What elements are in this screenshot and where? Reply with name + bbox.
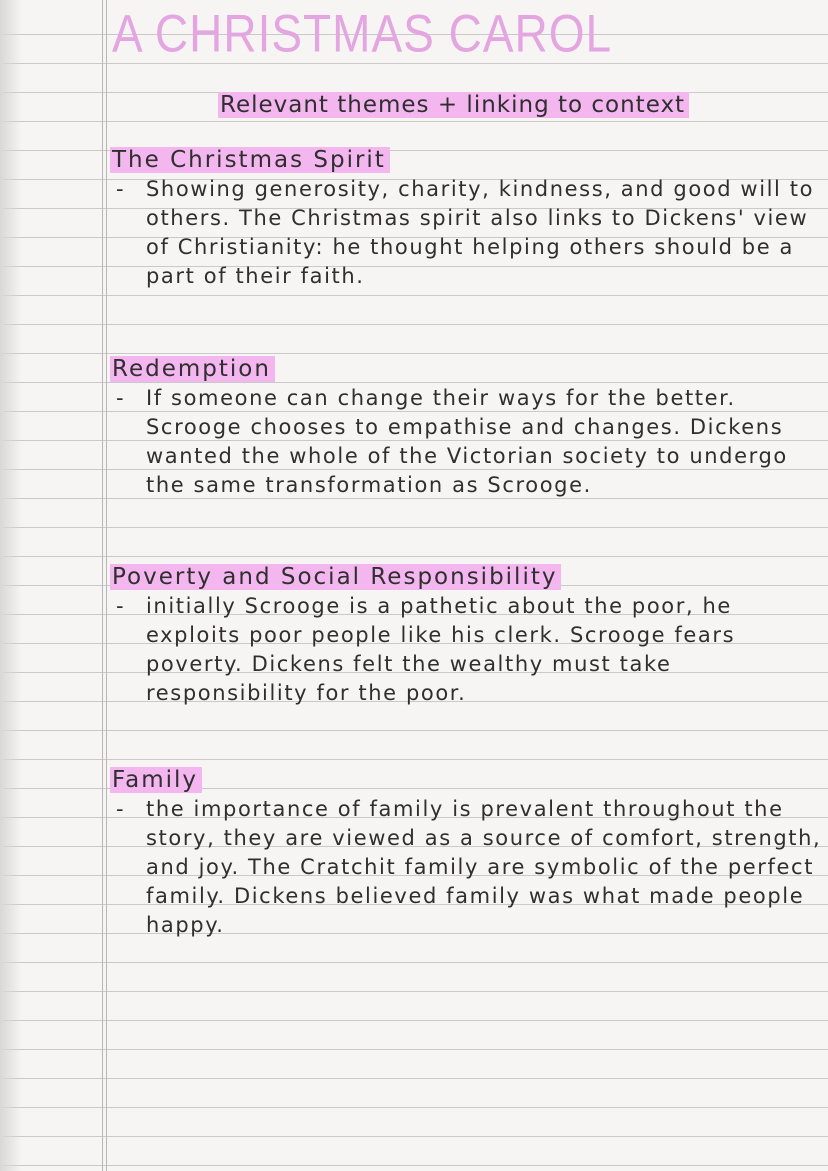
theme-body-text: initially Scrooge is a pathetic about the poor, he exploits poor people like his clerk. Scrooge fears poverty. Dickens felt the wealthy must take responsibility for the poor. (146, 594, 736, 705)
theme-body (110, 592, 822, 708)
theme-body (110, 795, 822, 940)
bullet-dash: - (116, 797, 126, 821)
theme-heading-text: Poverty and Social Responsibility (110, 564, 561, 590)
theme-heading-text: The Christmas Spirit (110, 147, 390, 173)
theme-body-text: the importance of family is prevalent throughout the story, they are viewed as a source of comfort, strength, and joy. The Cratchit family are symbolic of the perfect family. Dickens believed family was what made people happy. (146, 797, 822, 937)
theme-body (110, 384, 822, 500)
theme-christmas-spirit (110, 146, 822, 291)
theme-redemption (110, 355, 822, 500)
subtitle-text: Relevant themes + linking to context (218, 92, 689, 118)
page-edge-shadow (0, 0, 22, 1171)
margin-line (102, 0, 103, 1171)
theme-body (110, 175, 822, 291)
theme-poverty-social-responsibility (110, 563, 822, 708)
theme-body-text: If someone can change their ways for the better. Scrooge chooses to empathise and changes. Dickens wanted the whole of the Victorian society to undergo the same transformation as Scrooge. (146, 386, 788, 497)
page-subtitle (218, 92, 689, 118)
theme-heading (110, 766, 822, 795)
theme-heading (110, 563, 822, 592)
theme-heading-text: Redemption (110, 356, 275, 382)
bullet-dash: - (116, 386, 126, 410)
theme-heading (110, 146, 822, 175)
theme-heading (110, 355, 822, 384)
bullet-dash: - (116, 177, 126, 201)
page-title: A CHRISTMAS CAROL (112, 3, 613, 63)
theme-body-text: Showing generosity, charity, kindness, and good will to others. The Christmas spirit also links to Dickens' view of Christianity: he thought helping others should be a part of their faith. (146, 177, 815, 288)
margin-line (106, 0, 107, 1171)
theme-heading-text: Family (110, 767, 202, 793)
bullet-dash: - (116, 594, 126, 618)
theme-family (110, 766, 822, 940)
